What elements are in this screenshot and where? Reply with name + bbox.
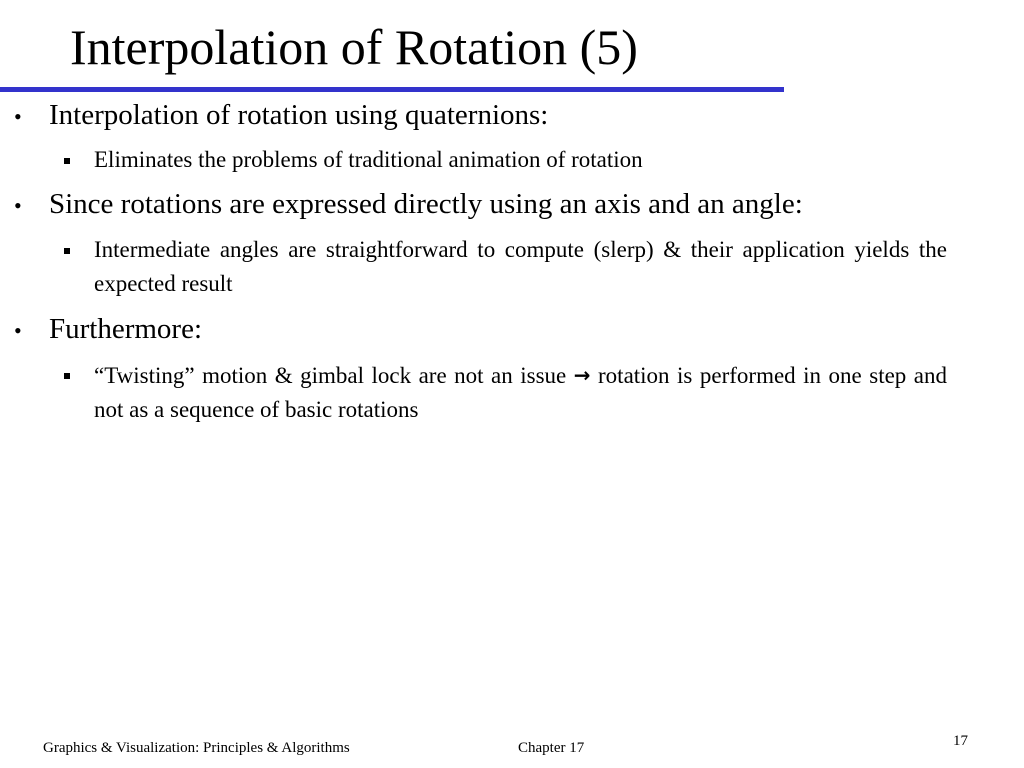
sub-bullet-square-icon — [64, 373, 70, 379]
bullet-point: Since rotations are expressed directly using an axis and an angle: — [49, 188, 803, 220]
bullet-dot-icon: • — [14, 193, 22, 218]
bullet-dot-icon: • — [14, 318, 22, 343]
sub-bullet-point: Eliminates the problems of traditional animation of rotation — [94, 147, 643, 172]
bullet-dot-icon: • — [14, 104, 22, 129]
footer-chapter: Chapter 17 — [518, 740, 585, 756]
slide-title: Interpolation of Rotation (5) — [70, 19, 638, 75]
bullet-point: Interpolation of rotation using quaternions: — [49, 99, 549, 131]
sub-bullet-text-end: rotation is performed in one step and not as a sequence of basic rotations — [94, 363, 947, 422]
sub-bullet-text-start: “Twisting” motion & gimbal lock are not an issue — [94, 363, 567, 388]
footer-course-title: Graphics & Visualization: Principles & Algorithms — [43, 740, 350, 756]
sub-bullet-point — [94, 358, 947, 427]
right-arrow-icon: → — [573, 363, 591, 387]
page-number: 17 — [953, 733, 968, 749]
sub-bullet-square-icon — [64, 158, 70, 164]
sub-bullet-square-icon — [64, 248, 70, 254]
bullet-point: Furthermore: — [49, 313, 203, 345]
sub-bullet-point: Intermediate angles are straightforward to compute (slerp) & their application yields the expected result — [94, 237, 947, 296]
title-underline — [0, 87, 784, 92]
